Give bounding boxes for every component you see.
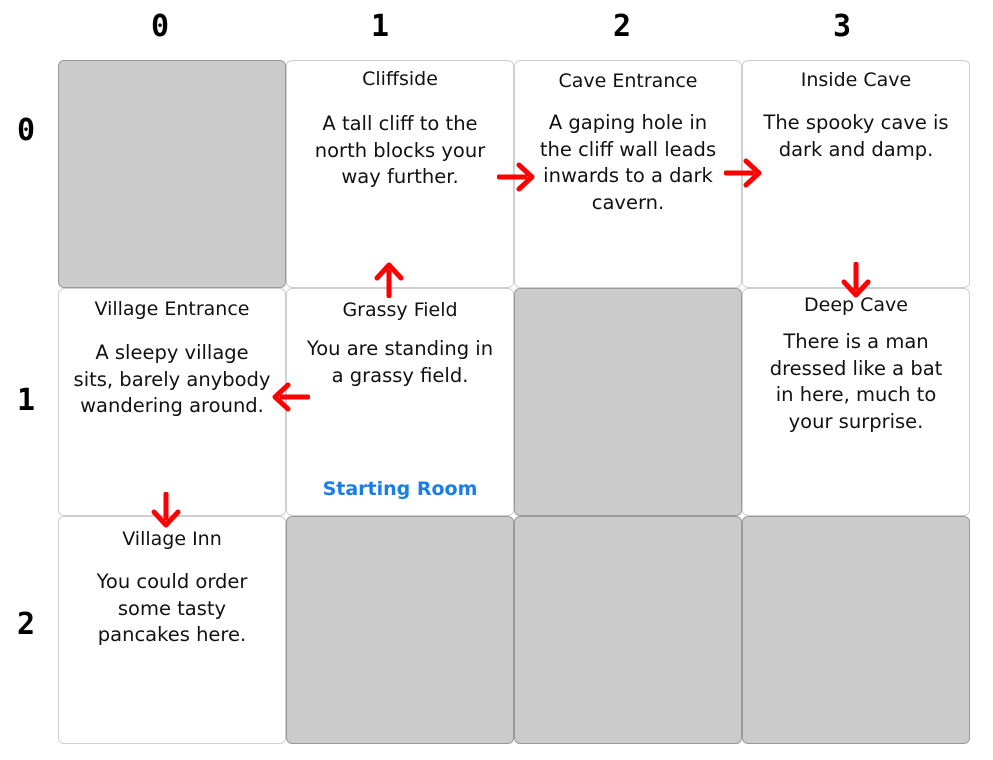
room-cave-entrance — [514, 60, 742, 288]
column-label-0: 0 — [150, 9, 170, 44]
empty-cell-2-2 — [514, 516, 742, 744]
column-label-1: 1 — [370, 9, 390, 44]
room-description: A sleepy village sits, barely anybody wandering around. — [73, 341, 271, 417]
row-label-2: 2 — [16, 607, 36, 642]
arrow-right-icon — [497, 161, 535, 193]
room-title: Village Inn — [122, 528, 222, 550]
empty-cell-0-0 — [58, 60, 286, 288]
room-description: A gaping hole in the cliff wall leads inwards to a dark cavern. — [539, 111, 717, 214]
room-title: Grassy Field — [342, 299, 458, 321]
room-title: Cave Entrance — [558, 70, 698, 92]
room-description: The spooky cave is dark and damp. — [763, 111, 949, 161]
room-title: Cliffside — [362, 68, 438, 90]
room-inside-cave — [742, 60, 970, 288]
column-label-3: 3 — [832, 9, 852, 44]
row-label-0: 0 — [16, 113, 36, 148]
room-description: A tall cliff to the north blocks your way further. — [314, 112, 486, 188]
starting-room-label: Starting Room — [322, 478, 478, 500]
room-deep-cave — [742, 288, 970, 516]
room-cliffside — [286, 60, 514, 288]
room-village-inn — [58, 516, 286, 744]
room-description: You are standing in a grassy field. — [306, 337, 494, 387]
room-description: There is a man dressed like a bat in here, much to your surprise. — [769, 330, 943, 433]
room-village-entrance — [58, 288, 286, 516]
room-title: Village Entrance — [94, 298, 250, 320]
arrow-down-icon — [840, 262, 872, 298]
arrow-left-icon — [272, 381, 310, 413]
arrow-up-icon — [373, 262, 405, 298]
empty-cell-2-3 — [742, 516, 970, 744]
arrow-down-icon — [150, 492, 182, 528]
room-grassy-field — [286, 288, 514, 516]
room-description: You could order some tasty pancakes here. — [96, 570, 248, 646]
empty-cell-2-1 — [286, 516, 514, 744]
column-label-2: 2 — [612, 9, 632, 44]
empty-cell-1-2 — [514, 288, 742, 516]
room-title: Deep Cave — [804, 294, 908, 316]
row-label-1: 1 — [16, 383, 36, 418]
room-title: Inside Cave — [800, 69, 912, 91]
arrow-right-icon — [724, 157, 762, 189]
